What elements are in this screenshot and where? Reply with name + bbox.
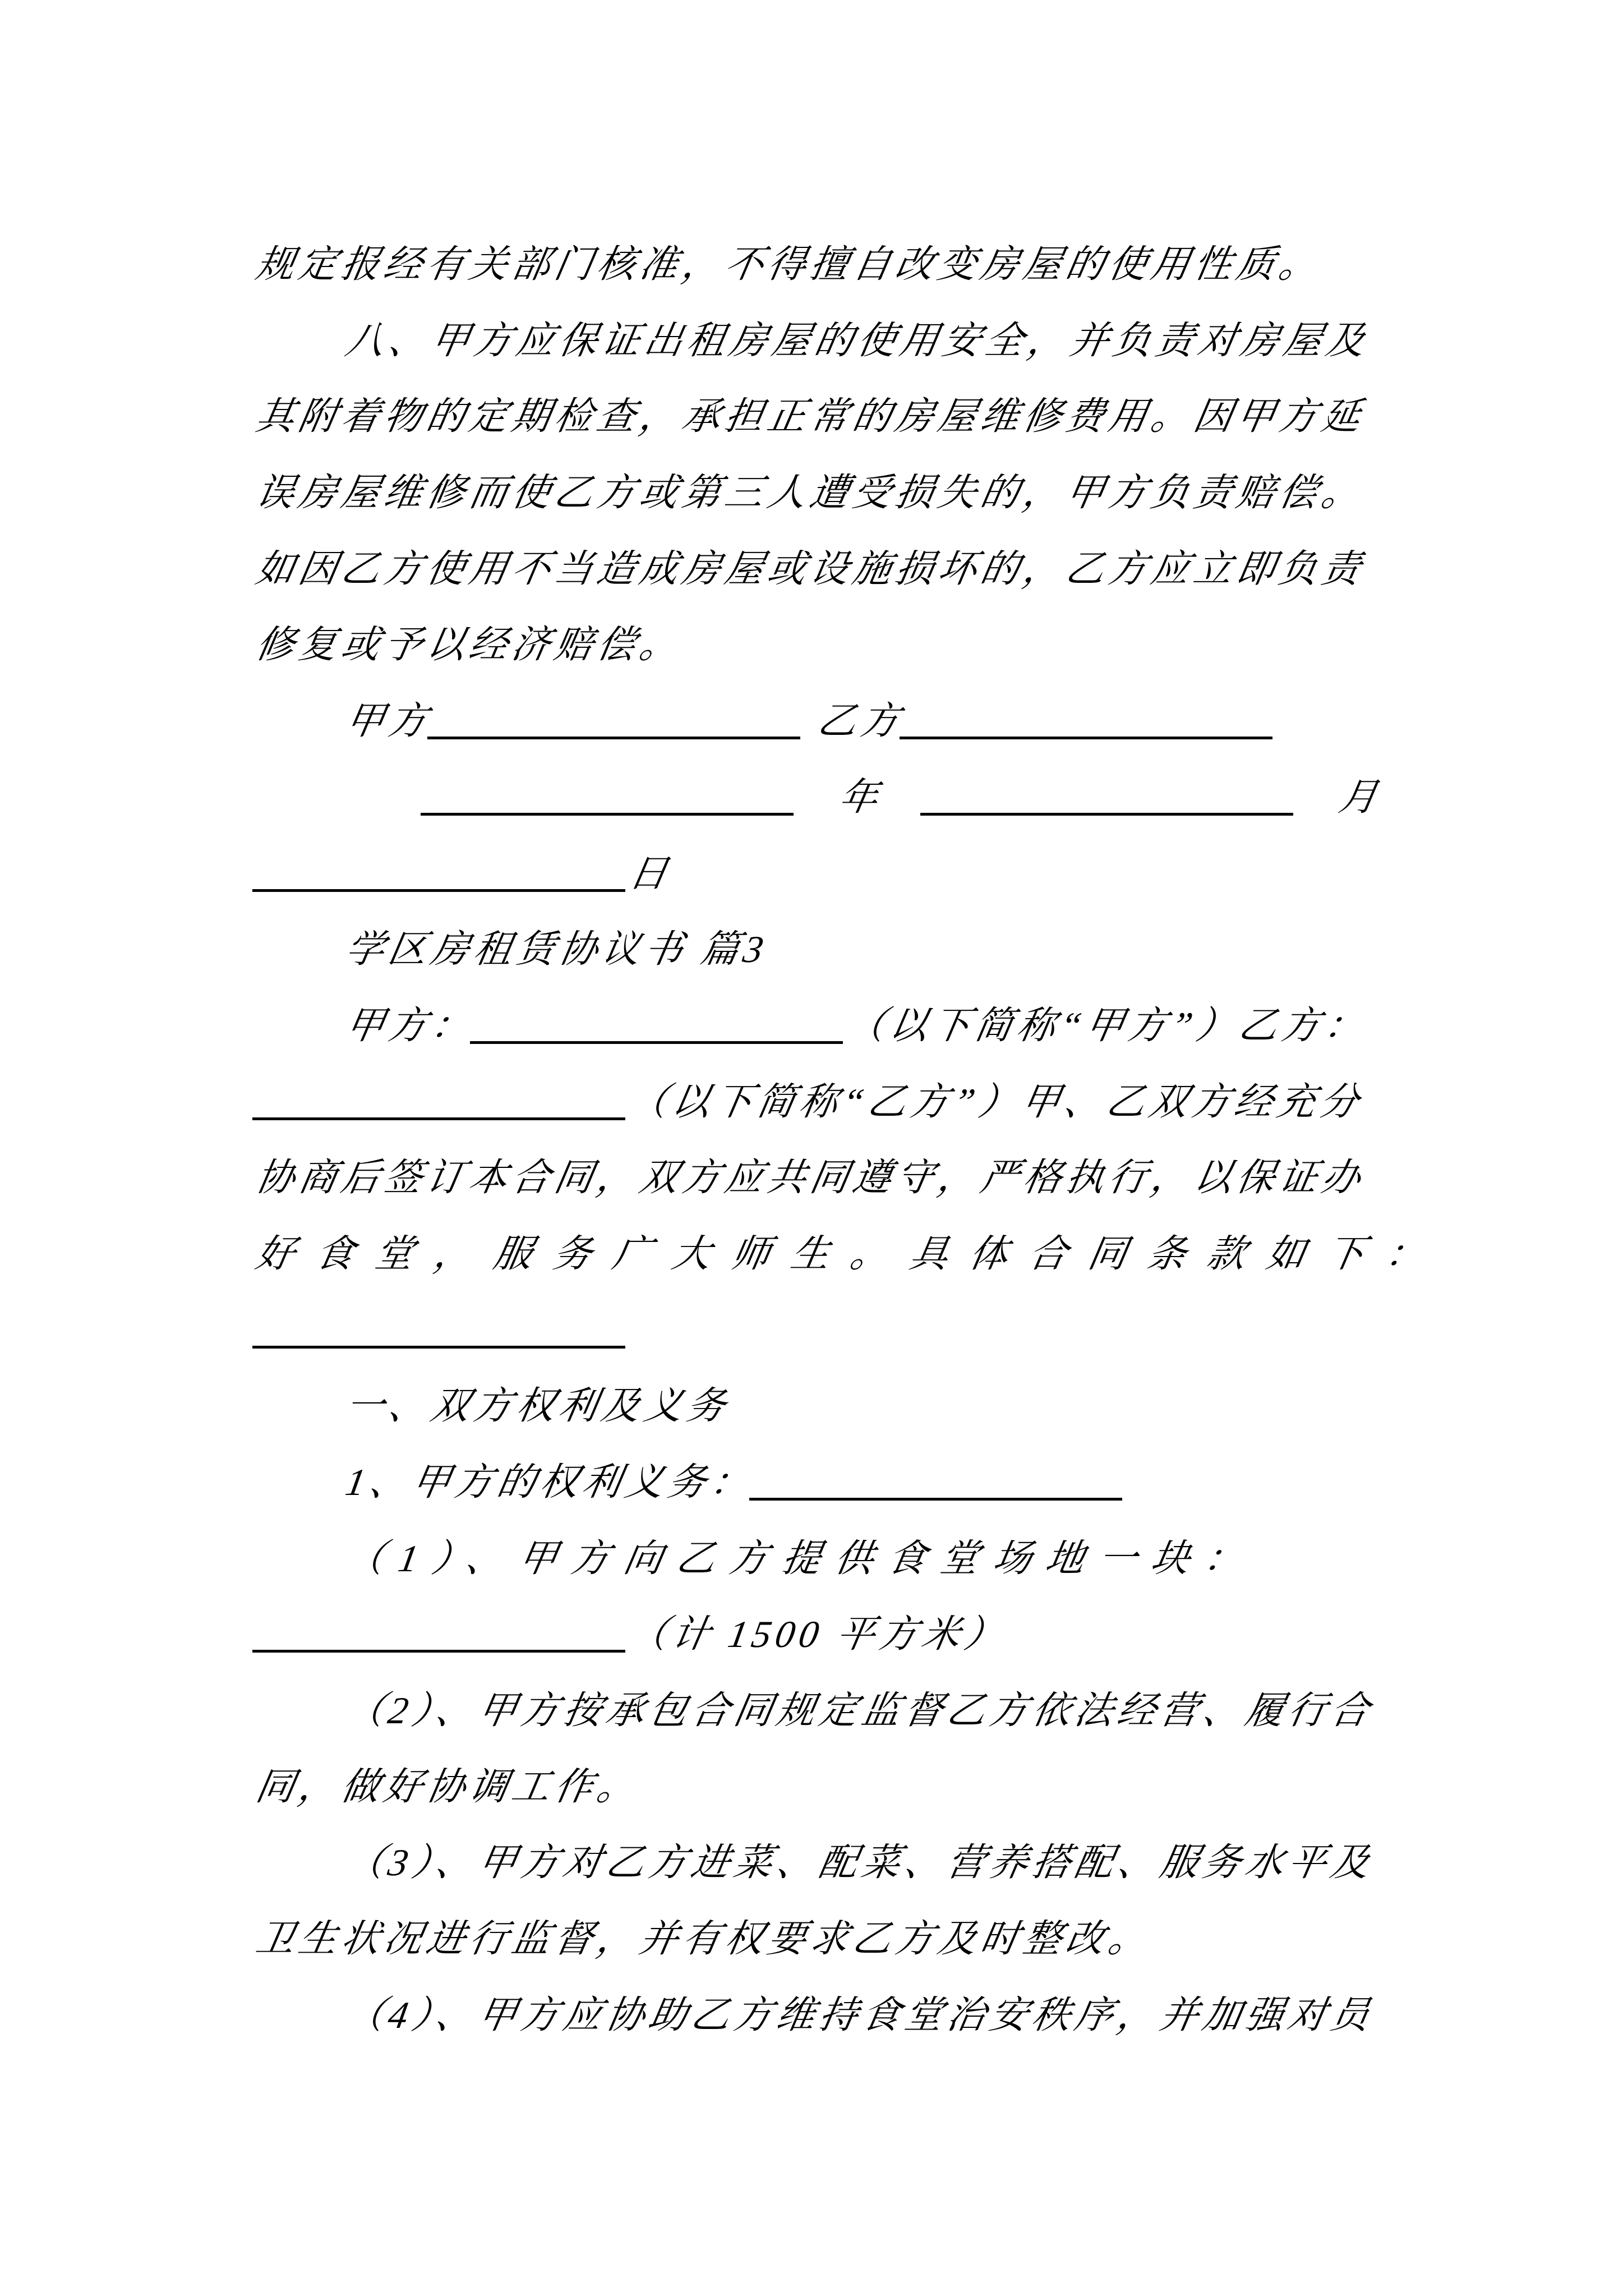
text-run: 一、双方权利及义务 [342,1384,734,1428]
text-run: 学区房租赁协议书 篇3 [342,928,772,971]
document-line [252,760,1408,836]
document-line [252,1901,1408,1977]
document-line [252,1749,1408,1825]
document-line [252,455,1408,531]
text-run: 乙方 [800,700,908,743]
document-line [252,379,1408,455]
document-line [252,1673,1408,1749]
text-run: 其附着物的定期检查，承担正常的房屋维修费用。因甲方延 [252,395,1369,438]
text-run: 同，做好协调工作。 [252,1765,644,1808]
text-run: 卫生状况进行监督，并有权要求乙方及时整改。 [252,1917,1156,1961]
document-line [252,1825,1408,1901]
fill-in-blank-line [427,737,800,739]
document-content [252,227,1450,2054]
text-run: （计 1500 平方米） [625,1613,1012,1656]
document-line [252,1216,1450,1292]
text-run: （3）、甲方对乙方进菜、配菜、营养搭配、服务水平及 [342,1841,1378,1884]
document-line [252,683,1408,760]
text-run: 月 [1293,775,1386,818]
text-run: 好食堂，服务广大师生。具体合同条款如下： [252,1232,1450,1275]
document-line [252,1444,1408,1521]
text-run: （以下简称“甲方”）乙方： [843,1004,1371,1047]
text-run: （4）、甲方应协助乙方维持食堂治安秩序，并加强对员 [342,1993,1378,2036]
text-run: 甲方： [342,1004,478,1047]
text-run: （2）、甲方按承包合同规定监督乙方依法经营、履行合 [342,1689,1378,1732]
document-line [252,1292,1408,1369]
text-run: （以下简称“乙方”）甲、乙双方经充分 [625,1080,1367,1123]
text-run: 如因乙方使用不当造成房屋或设施损坏的，乙方应立即负责 [252,547,1369,590]
document-line [252,303,1408,379]
document-line [252,1521,1408,1597]
text-run: 八、甲方应保证出租房屋的使用安全，并负责对房屋及 [342,319,1373,362]
fill-in-blank-line [252,889,625,892]
text-run: 甲方 [342,700,436,743]
text-run: 规定报经有关部门核准，不得擅自改变房屋的使用性质。 [252,243,1326,286]
fill-in-blank-line [252,1650,625,1653]
document-line [252,1596,1408,1673]
fill-in-blank-line [252,1346,625,1349]
document-line [252,836,1408,912]
document-line [252,1977,1408,2054]
text-run: 年 [794,775,929,818]
text-run: 日 [625,852,676,895]
fill-in-blank-line [749,1498,1122,1501]
document-line [252,912,1408,988]
text-run: 修复或予以经济赔偿。 [252,623,687,666]
text-run: （1）、甲方向乙方提供食堂场地一块： [342,1536,1261,1580]
document-line [252,988,1408,1064]
text-run: 误房屋维修而使乙方或第三人遭受损失的，甲方负责赔偿。 [252,471,1369,514]
fill-in-blank-line [470,1041,843,1044]
fill-in-blank-line [421,813,794,816]
fill-in-blank-line [252,1117,625,1120]
fill-in-blank-line [920,813,1293,816]
document-line [252,531,1408,608]
fill-in-blank-line [900,737,1272,739]
text-run: 协商后签订本合同，双方应共同遵守，严格执行，以保证办 [252,1156,1369,1199]
document-line [252,227,1408,303]
document-line [252,1140,1408,1216]
document-line [252,607,1408,683]
document-line [252,1064,1408,1140]
text-run: 1、甲方的权利义务： [342,1461,758,1503]
document-line [252,1368,1408,1444]
